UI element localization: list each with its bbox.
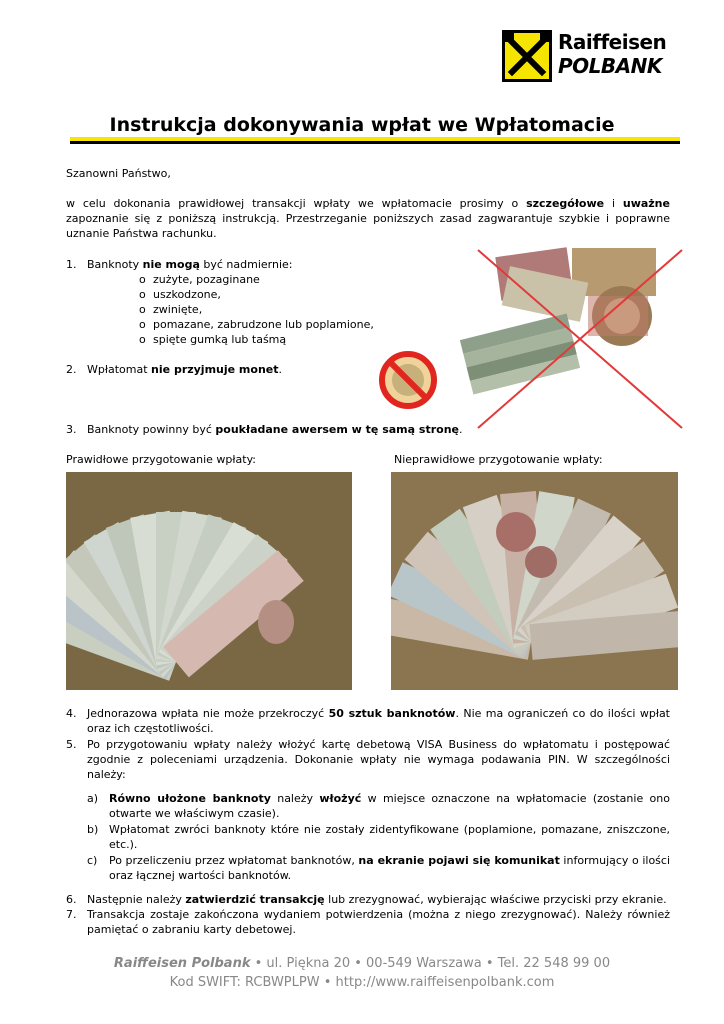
greeting: Szanowni Państwo, [66,167,171,180]
caption-correct: Prawidłowe przygotowanie wpłaty: [66,453,257,466]
intro-paragraph: w celu dokonania prawidłowej transakcji wpłaty we wpłatomacie prosimy o szczegółowe i uważne zapoznanie się z poniższą instrukcją. Przestrzeganie poniższych zasad zagwarantuje szybkie i poprawne uznanie Państwa rachunku. [66,197,670,240]
no-coins-icon [378,350,438,410]
list-item-7 [66,907,670,937]
list-number: 2. [66,363,77,376]
sub-list-item: o pomazane, zabrudzone lub poplamione, [139,318,374,331]
list-number: 7. [66,908,77,921]
sub-item-a [66,791,670,821]
logo-text-polbank: POLBANK [558,54,662,78]
footer-swift-and-url: Kod SWIFT: RCBWPLPW • http://www.raiffeisenpolbank.com [169,975,555,990]
raiffeisen-polbank-logo [502,30,672,82]
list-item-text: Następnie należy zatwierdzić transakcję lub zrezygnować, wybierając właściwe przyciski przy ekranie. [87,893,667,906]
list-item-5 [66,737,670,782]
page-title: Instrukcja dokonywania wpłat we Wpłatomacie [109,114,615,136]
sub-item-text: Wpłatomat zwróci banknoty które nie zostały zidentyfikowane (poplamione, pomazane, zniszczone, etc.). [109,823,670,851]
list-item-text: Po przygotowaniu wpłaty należy włożyć kartę debetową VISA Business do wpłatomatu i postępować zgodnie z poleceniami urządzenia. Dokonanie wpłaty nie wymaga podawania PIN. W szczególności należy: [87,738,670,781]
list-item-text: Jednorazowa wpłata nie może przekroczyć 50 sztuk banknotów. Nie ma ograniczeń co do ilości wpłat oraz ich częstotliwości. [87,707,670,735]
correct-banknotes-photo [66,472,352,690]
raiffeisen-gable-cross-icon [502,30,552,82]
sub-list [139,272,374,347]
damaged-banknotes-crossed-image [460,244,690,434]
list-number: 3. [66,423,77,436]
sub-list-item: o spięte gumką lub taśmą [139,333,287,346]
sub-item-b [66,822,670,852]
title-underline-black [70,141,680,144]
list-item-6 [66,892,670,907]
sub-letter: b) [87,823,99,836]
incorrect-banknotes-photo [391,472,678,690]
list-number: 6. [66,893,77,906]
list-item-text: Banknoty powinny być poukładane awersem w tę samą stronę. [87,423,463,436]
list-item-2 [66,362,406,377]
list-number: 5. [66,738,77,751]
list-item-text: Banknoty nie mogą być nadmiernie: [87,258,293,271]
sub-item-text: Równo ułożone banknoty należy włożyć w miejsce oznaczone na wpłatomacie (zostanie ono otwarte we właściwym czasie). [109,792,670,820]
footer-brand: Raiffeisen Polbank [113,956,251,971]
logo-text-raiffeisen: Raiffeisen [558,30,667,54]
sub-item-text: Po przeliczeniu przez wpłatomat banknotów, na ekranie pojawi się komunikat informujący o ilości oraz łącznej wartości banknotów. [109,854,671,882]
list-number: 1. [66,258,77,271]
sub-item-c [66,853,670,883]
list-item-3 [66,422,566,437]
list-item-4 [66,706,670,736]
sub-list-item: o zużyte, pozaginane [139,273,260,286]
caption-incorrect: Nieprawidłowe przygotowanie wpłaty: [394,453,603,466]
sub-letter: a) [87,792,99,805]
sub-letter: c) [87,854,98,867]
list-number: 4. [66,707,77,720]
list-item-text: Transakcja zostaje zakończona wydaniem potwierdzenia (można z niego zrezygnować). Należy również pamiętać o zabraniu karty debetowej. [87,908,670,936]
sub-list-item: o zwinięte, [139,303,203,316]
sub-list-item: o uszkodzone, [139,288,221,301]
list-item-text: Wpłatomat nie przyjmuje monet. [87,363,283,376]
footer-address: Raiffeisen Polbank • ul. Piękna 20 • 00-549 Warszawa • Tel. 22 548 99 00 [113,956,611,971]
